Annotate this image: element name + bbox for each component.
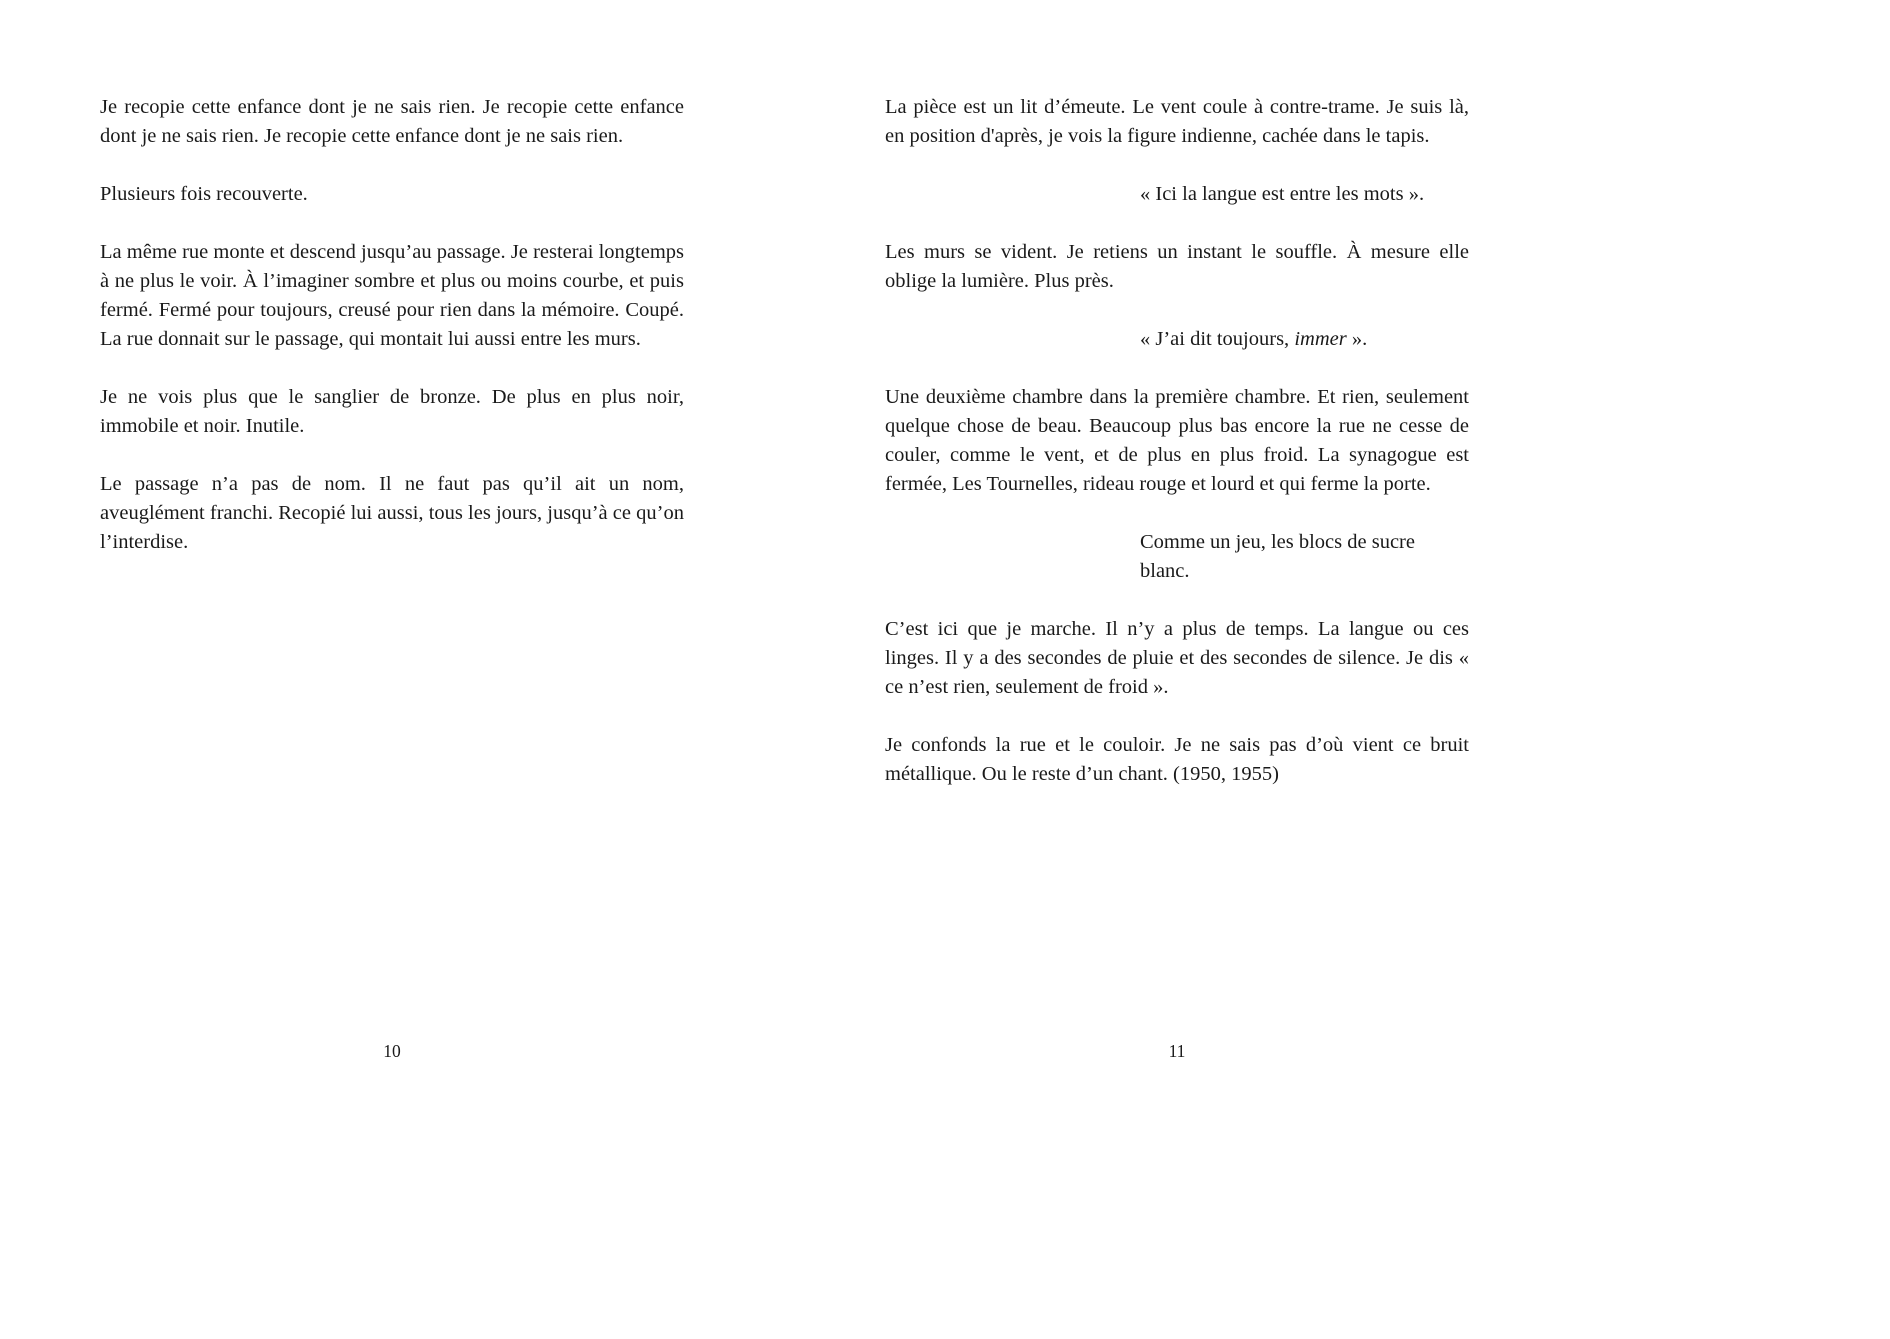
offset-line: Comme un jeu, les blocs de sucre blanc. [1140,531,1415,582]
paragraph: Je ne vois plus que le sanglier de bronze. De plus en plus noir, immobile et noir. Inutile. [100,386,684,437]
paragraph: Je recopie cette enfance dont je ne sais rien. Je recopie cette enfance dont je ne sais rien. Je recopie cette enfance dont je ne sais rien. [100,96,684,147]
right-text-block [885,93,1469,789]
offset-line [1140,325,1469,354]
paragraph: Le passage n’a pas de nom. Il ne faut pas qu’il ait un nom, aveuglément franchi. Recopié lui aussi, tous les jours, jusqu’à ce qu’on l’interdise. [100,473,684,553]
page-number-left: 10 [383,1041,401,1061]
italic-word: immer [1294,328,1347,350]
offset-line: « Ici la langue est entre les mots ». [1140,183,1425,205]
paragraph: Plusieurs fois recouverte. [100,183,308,205]
paragraph: La même rue monte et descend jusqu’au passage. Je resterai longtemps à ne plus le voir. À l’imaginer sombre et plus ou moins courbe, et puis fermé. Fermé pour toujours, creusé pour rien dans la mémoire. Coupé. La rue donnait sur le passage, qui montait lui aussi entre les murs. [100,241,684,350]
paragraph: Je confonds la rue et le couloir. Je ne sais pas d’où vient ce bruit métallique. Ou le reste d’un chant. (1950, 1955) [885,734,1469,785]
paragraph: C’est ici que je marche. Il n’y a plus de temps. La langue ou ces linges. Il y a des secondes de pluie et des secondes de silence. Je dis « ce n’est rien, seulement de froid ». [885,618,1469,698]
paragraph: Une deuxième chambre dans la première chambre. Et rien, seulement quelque chose de beau. Beaucoup plus bas encore la rue ne cesse de couler, comme le vent, et de plus en plus froid. La synagogue est fermée, Les Tournelles, rideau rouge et lourd et qui ferme la porte. [885,386,1469,495]
left-text-block [100,93,684,557]
page-right [885,0,1890,1339]
quote-prefix: « J’ai dit toujours, [1140,328,1295,350]
paragraph: Les murs se vident. Je retiens un instant le souffle. À mesure elle oblige la lumière. Plus près. [885,241,1469,292]
quote-suffix: ». [1346,328,1368,350]
paragraph: La pièce est un lit d’émeute. Le vent coule à contre-trame. Je suis là, en position d'après, je vois la figure indienne, cachée dans le tapis. [885,96,1469,147]
page-number-right: 11 [1168,1041,1186,1061]
